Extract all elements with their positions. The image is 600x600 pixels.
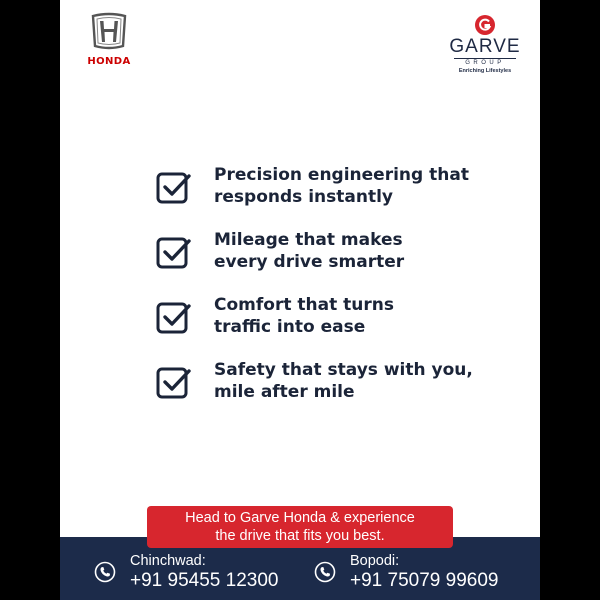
- phone-icon: [314, 561, 336, 583]
- promo-poster: [60, 0, 540, 600]
- cta-line-2: the drive that fits you best.: [215, 528, 385, 544]
- checkbox-check-icon: [156, 235, 192, 271]
- list-item: [156, 359, 486, 424]
- feature-text: [214, 359, 489, 403]
- contact-bopodi[interactable]: [314, 553, 514, 597]
- feature-line-2: responds instantly: [214, 187, 393, 207]
- feature-text: [214, 164, 489, 208]
- feature-line-2: mile after mile: [214, 382, 355, 402]
- contact-phone-number[interactable]: +91 95455 12300: [130, 570, 279, 591]
- phone-icon: [94, 561, 116, 583]
- feature-line-1: Mileage that makes: [214, 230, 403, 250]
- checkbox-check-icon: [156, 365, 192, 401]
- feature-line-2: traffic into ease: [214, 317, 366, 337]
- checkbox-check-icon: [156, 300, 192, 336]
- garve-tagline: Enriching Lifestyles: [458, 68, 512, 74]
- garve-logo: [440, 14, 530, 74]
- honda-wordmark: HONDA: [87, 56, 131, 67]
- honda-h-emblem-icon: [89, 12, 129, 52]
- honda-logo: [78, 12, 140, 68]
- checkbox-check-icon: [156, 170, 192, 206]
- feature-text: [214, 294, 489, 338]
- feature-text: [214, 229, 489, 273]
- feature-line-1: Precision engineering that: [214, 165, 469, 185]
- list-item: [156, 294, 486, 359]
- garve-group: GROUP: [454, 58, 516, 67]
- list-item: [156, 164, 486, 229]
- feature-line-1: Safety that stays with you,: [214, 360, 473, 380]
- contact-location: Bopodi:: [350, 553, 400, 569]
- feature-line-2: every drive smarter: [214, 252, 405, 272]
- garve-name: GARVE: [449, 36, 521, 57]
- list-item: [156, 229, 486, 294]
- feature-line-1: Comfort that turns: [214, 295, 394, 315]
- cta-line-1: Head to Garve Honda & experience: [185, 510, 415, 526]
- contact-location: Chinchwad:: [130, 553, 206, 569]
- contact-chinchwad[interactable]: [94, 553, 294, 597]
- cta-banner: [147, 506, 453, 548]
- garve-g-emblem-icon: [474, 14, 496, 36]
- feature-list: [156, 164, 486, 424]
- contact-phone-number[interactable]: +91 75079 99609: [350, 570, 499, 591]
